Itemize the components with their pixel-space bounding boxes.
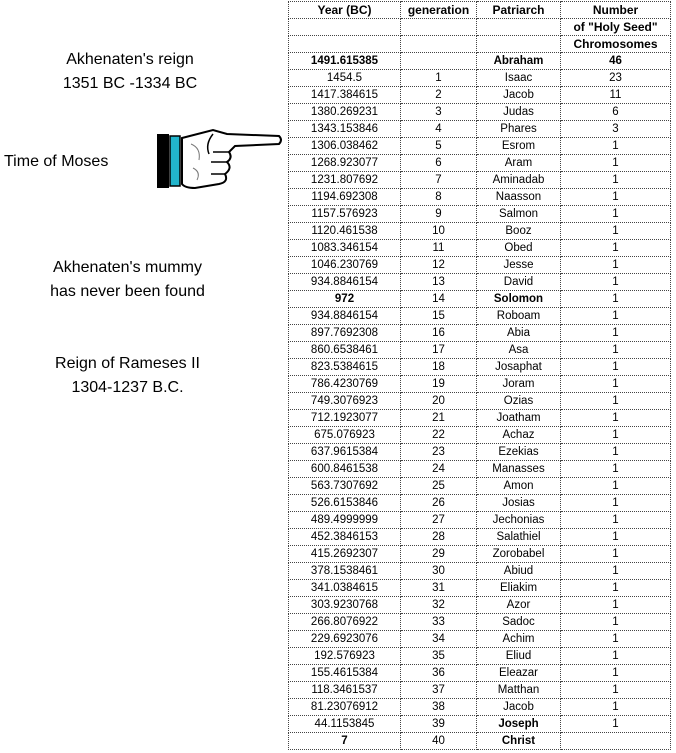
cell-patriarch: Judas (477, 104, 561, 121)
cell-patriarch: Jechonias (477, 512, 561, 529)
cell-generation: 9 (401, 206, 477, 223)
cell-chromosomes: 1 (561, 376, 671, 393)
table-row (289, 257, 671, 274)
table-row (289, 580, 671, 597)
table-row (289, 53, 671, 70)
cell-chromosomes: 46 (561, 53, 671, 70)
header-chromosomes-3: Chromosomes (561, 36, 671, 53)
cell-year: 1306.038462 (289, 138, 401, 155)
table-row (289, 189, 671, 206)
cell-chromosomes: 6 (561, 104, 671, 121)
cell-generation: 11 (401, 240, 477, 257)
cell-generation: 14 (401, 291, 477, 308)
cell-patriarch: Matthan (477, 682, 561, 699)
cell-generation: 6 (401, 155, 477, 172)
header-patriarch: Patriarch (477, 2, 561, 19)
cell-patriarch: Booz (477, 223, 561, 240)
cell-generation: 23 (401, 444, 477, 461)
cell-year: 1268.923077 (289, 155, 401, 172)
cell-chromosomes: 1 (561, 155, 671, 172)
cell-chromosomes: 1 (561, 716, 671, 733)
rameses-reign-title: Reign of Rameses II (55, 355, 200, 372)
table-row (289, 206, 671, 223)
table-row (289, 631, 671, 648)
cell-year: 1231.807692 (289, 172, 401, 189)
cell-year: 81.23076912 (289, 699, 401, 716)
cell-generation: 33 (401, 614, 477, 631)
cell-chromosomes: 1 (561, 699, 671, 716)
cell-chromosomes: 1 (561, 665, 671, 682)
table-row (289, 529, 671, 546)
table-row (289, 665, 671, 682)
table-row (289, 308, 671, 325)
cell-chromosomes: 1 (561, 580, 671, 597)
cell-patriarch: Naasson (477, 189, 561, 206)
cell-year: 860.6538461 (289, 342, 401, 359)
cell-chromosomes: 1 (561, 342, 671, 359)
cell-generation: 8 (401, 189, 477, 206)
cell-generation: 27 (401, 512, 477, 529)
cell-chromosomes: 3 (561, 121, 671, 138)
cell-generation: 25 (401, 478, 477, 495)
table-row (289, 138, 671, 155)
cell-year: 1417.384615 (289, 87, 401, 104)
cell-year: 1046.230769 (289, 257, 401, 274)
cell-chromosomes: 1 (561, 597, 671, 614)
table-row (289, 291, 671, 308)
cell-patriarch: Jacob (477, 87, 561, 104)
cell-patriarch: Salmon (477, 206, 561, 223)
cell-generation: 1 (401, 70, 477, 87)
cell-year: 452.3846153 (289, 529, 401, 546)
cell-patriarch: Obed (477, 240, 561, 257)
cell-year: 7 (289, 733, 401, 750)
cell-chromosomes: 1 (561, 325, 671, 342)
cell-patriarch: Sadoc (477, 614, 561, 631)
cell-generation: 18 (401, 359, 477, 376)
cell-chromosomes: 1 (561, 393, 671, 410)
cell-patriarch: Abiud (477, 563, 561, 580)
cell-generation: 13 (401, 274, 477, 291)
cell-patriarch: Achim (477, 631, 561, 648)
cell-chromosomes: 1 (561, 444, 671, 461)
cell-patriarch: Joatham (477, 410, 561, 427)
table-row (289, 597, 671, 614)
cell-chromosomes: 1 (561, 495, 671, 512)
cell-year: 934.8846154 (289, 308, 401, 325)
cell-year: 1454.5 (289, 70, 401, 87)
akhenaten-mummy-line2: has never been found (50, 283, 205, 300)
cell-generation: 36 (401, 665, 477, 682)
cell-patriarch: Eliud (477, 648, 561, 665)
cell-generation: 17 (401, 342, 477, 359)
table-row (289, 478, 671, 495)
cell-patriarch: Aminadab (477, 172, 561, 189)
cell-generation: 3 (401, 104, 477, 121)
cell-chromosomes: 1 (561, 206, 671, 223)
table-row (289, 461, 671, 478)
akhenaten-reign-title: Akhenaten's reign (66, 51, 194, 68)
cell-generation: 7 (401, 172, 477, 189)
cell-year: 1120.461538 (289, 223, 401, 240)
cell-generation: 15 (401, 308, 477, 325)
cell-year: 378.1538461 (289, 563, 401, 580)
cell-generation: 39 (401, 716, 477, 733)
pointing-hand-icon (155, 124, 285, 196)
cell-chromosomes: 1 (561, 648, 671, 665)
cell-patriarch: Roboam (477, 308, 561, 325)
cell-patriarch: Joram (477, 376, 561, 393)
cell-chromosomes: 1 (561, 308, 671, 325)
cell-generation: 10 (401, 223, 477, 240)
cell-generation: 2 (401, 87, 477, 104)
cell-patriarch: Manasses (477, 461, 561, 478)
cell-year: 1083.346154 (289, 240, 401, 257)
cell-year: 341.0384615 (289, 580, 401, 597)
cell-year: 563.7307692 (289, 478, 401, 495)
cell-patriarch: Zorobabel (477, 546, 561, 563)
cell-generation: 12 (401, 257, 477, 274)
cell-chromosomes: 11 (561, 87, 671, 104)
header-chromosomes-2: of "Holy Seed" (561, 19, 671, 36)
cell-generation: 31 (401, 580, 477, 597)
cell-year: 526.6153846 (289, 495, 401, 512)
table-row (289, 546, 671, 563)
cell-patriarch: Jesse (477, 257, 561, 274)
akhenaten-reign-dates: 1351 BC -1334 BC (62, 75, 198, 92)
header-year: Year (BC) (289, 2, 401, 19)
table-row (289, 614, 671, 631)
cell-generation: 26 (401, 495, 477, 512)
cell-chromosomes: 1 (561, 461, 671, 478)
cell-generation (401, 53, 477, 70)
cell-generation: 20 (401, 393, 477, 410)
akhenaten-reign-note (30, 48, 230, 96)
table-row (289, 121, 671, 138)
cell-generation: 24 (401, 461, 477, 478)
cell-patriarch: Josaphat (477, 359, 561, 376)
cell-generation: 32 (401, 597, 477, 614)
table-row (289, 274, 671, 291)
cell-generation: 37 (401, 682, 477, 699)
table-row (289, 648, 671, 665)
cell-patriarch: Asa (477, 342, 561, 359)
cell-chromosomes: 1 (561, 359, 671, 376)
cell-patriarch: Joseph (477, 716, 561, 733)
rameses-reign-dates: 1304-1237 B.C. (71, 379, 184, 396)
cell-patriarch: Christ (477, 733, 561, 750)
cell-generation: 19 (401, 376, 477, 393)
table-row (289, 87, 671, 104)
table-row (289, 444, 671, 461)
table-row (289, 393, 671, 410)
time-of-moses-note: Time of Moses (4, 153, 109, 170)
generations-table (288, 1, 671, 750)
table-row (289, 733, 671, 750)
akhenaten-mummy-note (20, 256, 235, 304)
cell-patriarch: Salathiel (477, 529, 561, 546)
cell-year: 44.1153845 (289, 716, 401, 733)
cell-generation: 35 (401, 648, 477, 665)
cell-patriarch: Achaz (477, 427, 561, 444)
table-row (289, 716, 671, 733)
cell-generation: 40 (401, 733, 477, 750)
cell-year: 1157.576923 (289, 206, 401, 223)
table-row (289, 410, 671, 427)
table-row (289, 376, 671, 393)
table-row (289, 563, 671, 580)
cell-year: 637.9615384 (289, 444, 401, 461)
cell-chromosomes: 1 (561, 529, 671, 546)
cell-patriarch: Josias (477, 495, 561, 512)
table-row (289, 427, 671, 444)
table-row (289, 495, 671, 512)
cell-patriarch: Ezekias (477, 444, 561, 461)
cell-chromosomes: 1 (561, 478, 671, 495)
cell-patriarch: Esrom (477, 138, 561, 155)
cell-year: 972 (289, 291, 401, 308)
cell-chromosomes: 1 (561, 172, 671, 189)
cell-patriarch: Jacob (477, 699, 561, 716)
rameses-reign-note (25, 352, 230, 400)
cell-chromosomes: 1 (561, 631, 671, 648)
cell-year: 415.2692307 (289, 546, 401, 563)
table-row (289, 699, 671, 716)
cell-year: 675.076923 (289, 427, 401, 444)
cell-year: 489.4999999 (289, 512, 401, 529)
cell-year: 1194.692308 (289, 189, 401, 206)
cell-generation: 22 (401, 427, 477, 444)
cell-patriarch: Phares (477, 121, 561, 138)
cell-year: 1343.153846 (289, 121, 401, 138)
cell-generation: 28 (401, 529, 477, 546)
cell-patriarch: Amon (477, 478, 561, 495)
cell-patriarch: Eliakim (477, 580, 561, 597)
header-chromosomes-1: Number (561, 2, 671, 19)
akhenaten-mummy-line1: Akhenaten's mummy (53, 259, 202, 276)
cell-chromosomes: 1 (561, 291, 671, 308)
cell-year: 155.4615384 (289, 665, 401, 682)
cell-patriarch: Solomon (477, 291, 561, 308)
cell-chromosomes: 1 (561, 410, 671, 427)
cell-patriarch: Eleazar (477, 665, 561, 682)
table-row (289, 342, 671, 359)
table-row (289, 240, 671, 257)
cell-year: 266.8076922 (289, 614, 401, 631)
cell-chromosomes: 1 (561, 223, 671, 240)
table-row (289, 70, 671, 87)
cell-year: 712.1923077 (289, 410, 401, 427)
cell-chromosomes: 1 (561, 189, 671, 206)
cell-chromosomes: 1 (561, 240, 671, 257)
cell-year: 1380.269231 (289, 104, 401, 121)
cell-generation: 4 (401, 121, 477, 138)
cell-patriarch: Ozias (477, 393, 561, 410)
cell-generation: 30 (401, 563, 477, 580)
cell-year: 934.8846154 (289, 274, 401, 291)
cell-year: 303.9230768 (289, 597, 401, 614)
cell-chromosomes (561, 733, 671, 750)
cell-patriarch: Aram (477, 155, 561, 172)
cell-year: 1491.615385 (289, 53, 401, 70)
table-row (289, 223, 671, 240)
header-generation: generation (401, 2, 477, 19)
cell-generation: 29 (401, 546, 477, 563)
cell-year: 786.4230769 (289, 376, 401, 393)
cell-patriarch: Abraham (477, 53, 561, 70)
table-row (289, 512, 671, 529)
cell-year: 823.5384615 (289, 359, 401, 376)
cell-year: 229.6923076 (289, 631, 401, 648)
cell-chromosomes: 1 (561, 138, 671, 155)
cell-year: 897.7692308 (289, 325, 401, 342)
table-row (289, 172, 671, 189)
table-row (289, 325, 671, 342)
table-body (289, 53, 671, 750)
table-row (289, 682, 671, 699)
cell-year: 192.576923 (289, 648, 401, 665)
cell-generation: 38 (401, 699, 477, 716)
cell-chromosomes: 23 (561, 70, 671, 87)
cell-chromosomes: 1 (561, 512, 671, 529)
table-row (289, 104, 671, 121)
cell-generation: 21 (401, 410, 477, 427)
cell-chromosomes: 1 (561, 257, 671, 274)
cell-patriarch: Isaac (477, 70, 561, 87)
cell-generation: 16 (401, 325, 477, 342)
cell-chromosomes: 1 (561, 563, 671, 580)
cell-chromosomes: 1 (561, 682, 671, 699)
table-row (289, 359, 671, 376)
cell-generation: 5 (401, 138, 477, 155)
cell-year: 749.3076923 (289, 393, 401, 410)
table-row (289, 155, 671, 172)
cell-patriarch: Azor (477, 597, 561, 614)
cell-chromosomes: 1 (561, 546, 671, 563)
cell-year: 118.3461537 (289, 682, 401, 699)
cell-generation: 34 (401, 631, 477, 648)
cell-chromosomes: 1 (561, 614, 671, 631)
cell-chromosomes: 1 (561, 427, 671, 444)
cell-patriarch: David (477, 274, 561, 291)
cell-year: 600.8461538 (289, 461, 401, 478)
cell-patriarch: Abia (477, 325, 561, 342)
cell-chromosomes: 1 (561, 274, 671, 291)
